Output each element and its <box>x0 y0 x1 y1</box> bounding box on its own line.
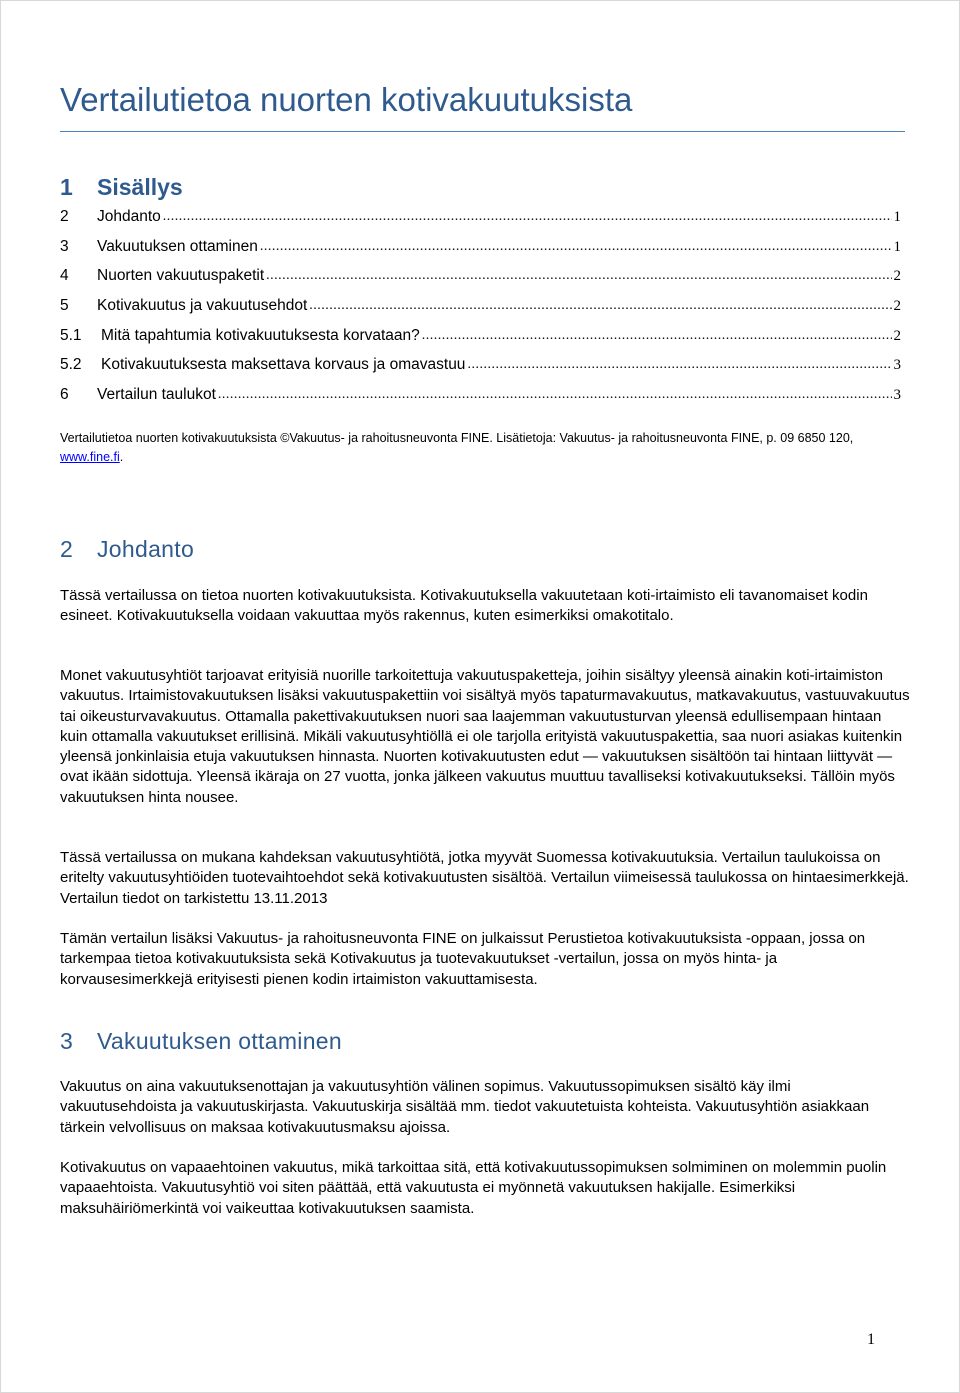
section-number: 2 <box>60 536 74 562</box>
toc-item-number: 5.1 <box>60 326 82 344</box>
toc-item-text: Vakuutuksen ottaminen <box>97 237 258 255</box>
section-title: Vakuutuksen ottaminen <box>97 1028 342 1054</box>
toc-item-mita-tapahtumia[interactable] <box>60 326 901 356</box>
toc-item-number: 3 <box>60 237 69 255</box>
toc-item-johdanto[interactable] <box>60 207 901 237</box>
fine-website-link[interactable]: www.fine.fi <box>60 450 120 464</box>
toc-list <box>60 207 901 415</box>
toc-item-vertailun-taulukot[interactable] <box>60 385 901 415</box>
toc-leader-dots <box>309 296 891 316</box>
section-number: 3 <box>60 1028 74 1054</box>
paragraph: Kotivakuutus on vapaaehtoinen vakuutus, mikä tarkoittaa sitä, että kotivakuutussopimuksen solmiminen on molemmin puolin vapaaehtoista. Vakuutusyhtiö voi siten päättää, että vakuutusta ei myönnetä vakuutuksen hakijalle. Esimerkiksi maksuhäiriömerkintä voi vaikeuttaa kotivakuutuksen saamista. <box>60 1159 887 1217</box>
toc-leader-dots <box>260 237 892 257</box>
toc-item-kotivakuutus-ja-vakuutusehdot[interactable] <box>60 296 901 326</box>
paragraph: Tässä vertailussa on tietoa nuorten kotivakuutuksista. Kotivakuutuksella vakuutetaan koti-irtaimisto eli tavanomaiset kodin esineet. Kotivakuutuksella voidaan vakuuttaa myös rakennus, kuten esimerkiksi omakotitalo. <box>60 587 868 625</box>
toc-item-page: 2 <box>893 327 901 344</box>
toc-item-text: Vertailun taulukot <box>97 386 216 404</box>
toc-item-page: 2 <box>893 268 901 285</box>
toc-heading-text: Sisällys <box>97 174 183 200</box>
toc-heading-number: 1 <box>60 174 73 200</box>
toc-item-page: 1 <box>893 209 901 225</box>
toc-item-korvaus-ja-omavastuu[interactable] <box>60 355 901 385</box>
toc-item-text: Nuorten vakuutuspaketit <box>97 267 265 285</box>
copyright-note-end: . <box>119 450 124 464</box>
paragraph: Vakuutus on aina vakuutuksenottajan ja vakuutusyhtiön välinen sopimus. Vakuutussopimuksen sisältö käy ilmi vakuutusehdoista ja vakuutuskirjasta. Vakuutuskirja sisältää mm. tiedot vakuutetuista kohteista. Vakuutusyhtiön asiakkaan tärkein velvollisuus on maksaa kotivakuutusmaksu ajoissa. <box>60 1078 870 1136</box>
toc-item-text: Johdanto <box>97 208 161 225</box>
toc-item-page: 1 <box>893 238 901 255</box>
copyright-note-text: Vertailutietoa nuorten kotivakuutuksista ©Vakuutus- ja rahoitusneuvonta FINE. Lisätietoja: Vakuutus- ja rahoitusneuvonta FINE, p. 09 6850 120, <box>60 431 854 445</box>
toc-item-nuorten-vakuutuspaketit[interactable] <box>60 266 901 296</box>
toc-heading <box>60 174 183 201</box>
toc-item-text: Mitä tapahtumia kotivakuutuksesta korvataan? <box>101 326 420 344</box>
paragraph: Tämän vertailun lisäksi Vakuutus- ja rahoitusneuvonta FINE on julkaissut Perustietoa kotivakuutuksista -oppaan, jossa on tarkempaa tietoa kotivakuutuksista sekä Kotivakuutus ja tuotevakuutukset -vertailun, jossa on myös hinta- ja korvausesimerkkejä erityisesti pienen kodin irtaimiston vakuuttamisesta. <box>60 930 866 988</box>
toc-item-text: Kotivakuutus ja vakuutusehdot <box>97 297 308 315</box>
toc-item-page: 3 <box>893 357 901 374</box>
toc-item-page: 3 <box>893 387 901 404</box>
section-title: Johdanto <box>97 536 195 562</box>
section-heading-johdanto <box>60 536 194 563</box>
toc-leader-dots <box>467 355 891 375</box>
toc-item-text: Kotivakuutuksesta maksettava korvaus ja omavastuu <box>101 356 466 374</box>
toc-item-number: 6 <box>60 386 69 404</box>
paragraph: Tässä vertailussa on mukana kahdeksan vakuutusyhtiötä, jotka myyvät Suomessa kotivakuutuksia. Vertailun taulukoissa on eritelty vakuutusyhtiöiden tuotevaihtoehdot sekä kotivakuutusten sisältöä. Vertailun viimeisessä taulukossa on hintaesimerkkejä. Vertailun tiedot on tarkistettu 13.11.2013 <box>60 849 909 907</box>
paragraph: Monet vakuutusyhtiöt tarjoavat erityisiä nuorille tarkoitettuja vakuutuspaketteja, joihin sisältyy yleensä ainakin koti-irtaimiston vakuutus. Irtaimistovakuutuksen lisäksi vakuutuspakettiin voi sisältyä myös tapaturmavakuutus, matkavakuutus, vastuuvakuutus tai oikeusturvavakuutus. Ottamalla pakettivakuutuksen nuori saa laajemman vakuutusturvan yleensä edullisempaan hintaan kuin ottamalla vakuutukset erillisinä. Mikäli vakuutusyhtiöllä ei ole tarjolla erityistä vakuutuspakettia, saa nuori asiakas kuitenkin yleensä jonkinlaisia etuja vakuutuksen hinnasta. Nuorten kotivakuutusten edut — vakuutuksen sisältöön tai hintaan liittyvät — ovat ikään sidottuja. Yleensä ikäraja on 27 vuotta, jonka jälkeen vakuutus muuttuu tavalliseksi kotivakuutukseksi. Tällöin myös vakuutuksen hinta nousee. <box>60 667 910 806</box>
toc-item-number: 4 <box>60 267 69 285</box>
toc-item-vakuutuksen-ottaminen[interactable] <box>60 237 901 267</box>
toc-leader-dots <box>163 207 892 227</box>
document-title: Vertailutietoa nuorten kotivakuutuksista <box>60 81 633 118</box>
section-heading-vakuutuksen-ottaminen <box>60 1028 342 1055</box>
toc-item-number: 5 <box>60 297 69 315</box>
toc-leader-dots <box>422 326 892 346</box>
copyright-note <box>60 429 900 467</box>
title-rule <box>60 131 905 132</box>
toc-item-number: 2 <box>60 208 69 225</box>
toc-leader-dots <box>218 385 892 405</box>
toc-item-page: 2 <box>893 298 901 315</box>
page-number: 1 <box>867 1331 875 1348</box>
toc-leader-dots <box>266 266 891 286</box>
toc-item-number: 5.2 <box>60 356 82 374</box>
